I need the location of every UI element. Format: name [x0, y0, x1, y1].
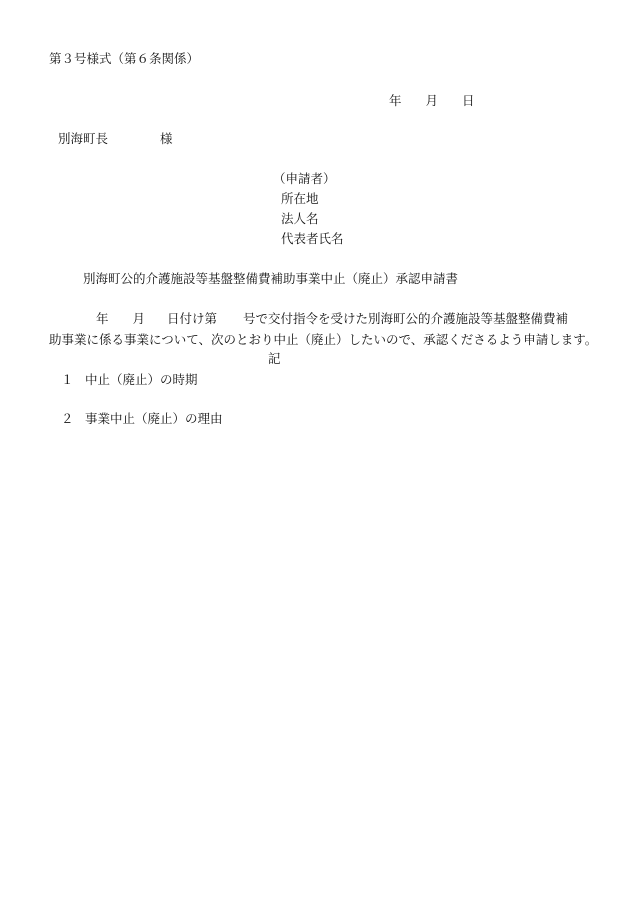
- form-number: 第３号様式（第６条関係）: [49, 51, 200, 66]
- applicant-location-label: 所在地: [281, 191, 319, 206]
- applicant-corporation-label: 法人名: [281, 211, 319, 226]
- date-year: 年: [389, 93, 402, 108]
- date-line: [389, 95, 475, 108]
- document-title: 別海町公的介護施設等基盤整備費補助事業中止（廃止）承認申請書: [83, 271, 459, 286]
- item-2-label: 事業中止（廃止）の理由: [85, 411, 223, 426]
- body-line-1: [96, 313, 568, 326]
- body-line-2: 助事業に係る事業について、次のとおり中止（廃止）したいので、承認くださるよう申請します。: [49, 332, 598, 347]
- ki-label: 記: [268, 351, 281, 366]
- item-1-number: １: [61, 372, 74, 387]
- addressee: [58, 133, 173, 146]
- body-month: 月: [132, 311, 146, 326]
- body-year: 年: [96, 311, 109, 326]
- item-2: [61, 413, 223, 426]
- body-day-dated: 日付け第: [167, 311, 218, 326]
- addressee-name: 別海町長: [58, 131, 109, 146]
- item-1-label: 中止（廃止）の時期: [85, 372, 198, 387]
- addressee-honorific: 様: [160, 131, 173, 146]
- item-2-number: ２: [61, 411, 74, 426]
- applicant-representative-label: 代表者氏名: [281, 231, 344, 246]
- applicant-label: （申請者）: [273, 171, 336, 186]
- date-month: 月: [425, 93, 439, 108]
- body-issued: 号で交付指令を受けた別海町公的介護施設等基盤整備費補: [243, 311, 569, 326]
- item-1: [61, 374, 198, 387]
- date-day: 日: [462, 93, 475, 108]
